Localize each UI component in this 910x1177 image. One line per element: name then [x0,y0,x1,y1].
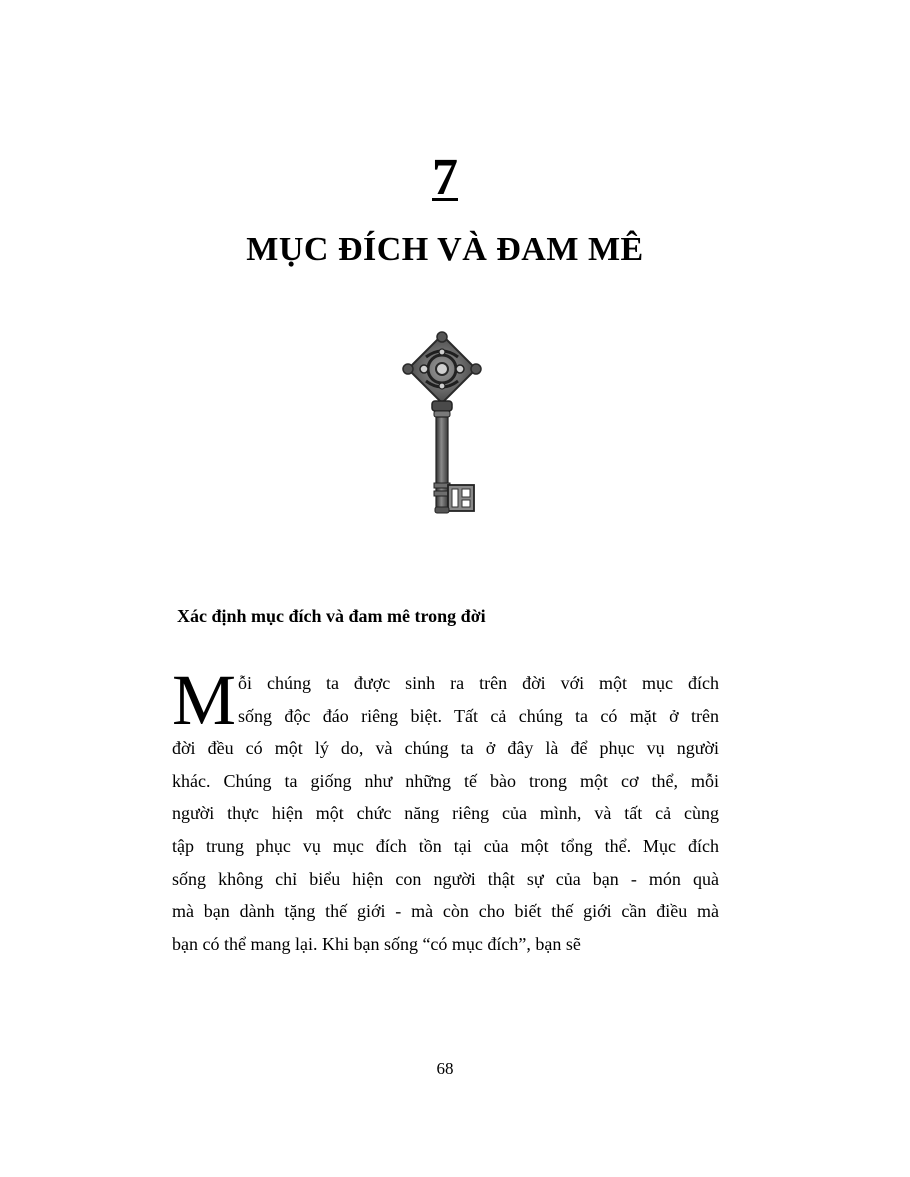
body-line: sống không chỉ biểu hiện con người thật sự của bạn - món quà [172,868,719,889]
body-line: người thực hiện một chức năng riêng của mình, và tất cả cùng [172,803,719,824]
body-line: đời đều có một lý do, và chúng ta ở đây là để phục vụ người [172,738,719,759]
key-bow [403,332,481,403]
body-line: tập trung phục vụ mục đích tồn tại của một tổng thể. Mục đích [172,835,719,856]
page-number: 68 [436,1059,454,1078]
body-line: sống độc đáo riêng biệt. Tất cả chúng ta có mặt ở trên [238,705,719,726]
body-line: ỗi chúng ta được sinh ra trên đời với một mục đích [238,673,719,693]
drop-cap: M [172,660,237,740]
body-paragraph [172,660,719,960]
key-bit [448,485,474,511]
chapter-number: 7 [432,149,458,206]
body-line: khác. Chúng ta giống như những tế bào trong một cơ thể, mỗi [172,770,719,791]
ornate-key-icon [380,325,510,530]
body-line: bạn có thể mang lại. Khi bạn sống “có mục đích”, bạn sẽ [172,933,581,954]
section-heading: Xác định mục đích và đam mê trong đời [177,606,486,626]
body-line: mà bạn dành tặng thế giới - mà còn cho biết thế giới cần điều mà [172,901,719,922]
chapter-title: MỤC ĐÍCH VÀ ĐAM MÊ [246,231,644,268]
